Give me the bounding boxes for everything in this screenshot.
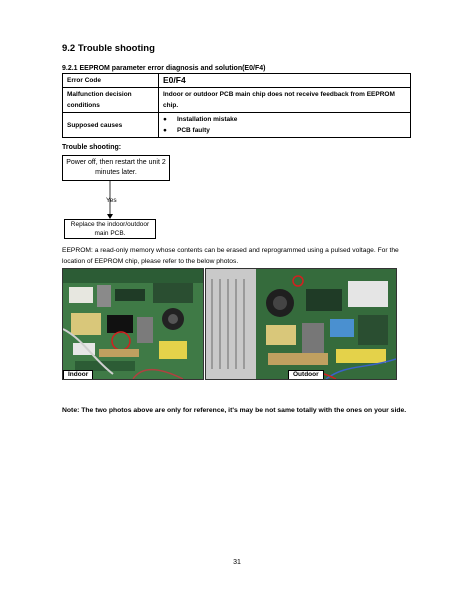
table-cell-label: Supposed causes bbox=[63, 113, 159, 138]
flowchart-step-restart: Power off, then restart the unit 2 minutes later. bbox=[62, 155, 170, 181]
subsection-title: 9.2.1 EEPROM parameter error diagnosis and solution(E0/F4) bbox=[62, 65, 266, 72]
pcb-photo-icon bbox=[206, 269, 396, 379]
table-cell-label: Malfunction decision conditions bbox=[63, 88, 159, 113]
outdoor-pcb-photo bbox=[205, 268, 397, 380]
table-row bbox=[63, 74, 411, 88]
table-row bbox=[63, 88, 411, 113]
pcb-photo-icon bbox=[63, 269, 203, 379]
error-code-value: E0/F4 bbox=[159, 74, 411, 88]
flowchart-yes-label: Yes bbox=[106, 197, 117, 204]
photo-caption: Indoor bbox=[63, 370, 93, 380]
photo-caption: Outdoor bbox=[288, 370, 324, 380]
cause-text: Installation mistake bbox=[177, 116, 238, 123]
table-row bbox=[63, 113, 411, 138]
note-text: Note: The two photos above are only for reference, it's may be not same totally with the ones on your side. bbox=[62, 407, 407, 414]
indoor-pcb-photo bbox=[62, 268, 204, 380]
trouble-shooting-label: Trouble shooting: bbox=[62, 144, 122, 151]
list-item bbox=[163, 125, 406, 136]
bullet-icon: ● bbox=[163, 116, 167, 123]
table-cell-label: Error Code bbox=[63, 74, 159, 88]
flowchart-step-replace: Replace the indoor/outdoor main PCB. bbox=[64, 219, 156, 239]
section-title: 9.2 Trouble shooting bbox=[62, 43, 155, 54]
bullet-icon: ● bbox=[163, 127, 167, 134]
list-item bbox=[163, 114, 406, 125]
table-cell-value: Indoor or outdoor PCB main chip does not receive feedback from EEPROM chip. bbox=[159, 88, 411, 113]
table-cell-value bbox=[159, 113, 411, 138]
eeprom-description: EEPROM: a read-only memory whose contents can be erased and reprogrammed using a pulsed voltage. For the location of EEPROM chip, please refer to the below photos. bbox=[62, 247, 399, 265]
cause-text: PCB faulty bbox=[177, 127, 210, 134]
page-number: 31 bbox=[233, 559, 241, 566]
error-table bbox=[62, 73, 411, 138]
